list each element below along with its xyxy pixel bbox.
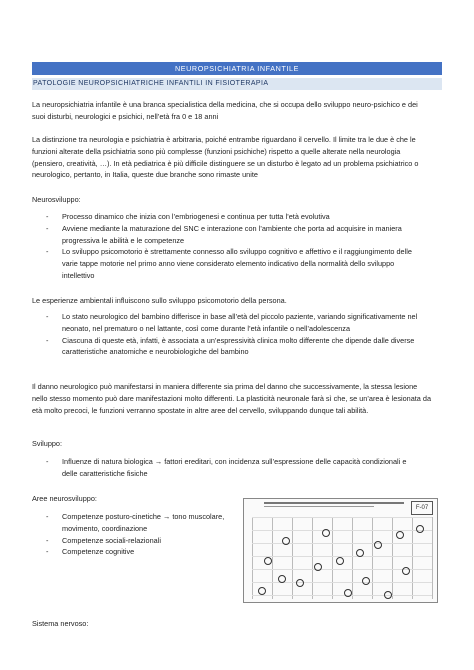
figure-figure-icon: [282, 537, 290, 545]
figure-figure-icon: [314, 563, 322, 571]
figure-figure-icon: [264, 557, 272, 565]
figure-row-line: [252, 595, 432, 596]
damage-paragraph: Il danno neurologico può manifestarsi in maniera differente sia prima del danno che successivamente, la stessa lesione nello stesso momento può dare manifestazioni molto differenti. La plasticità neuronale farà sì che, se un’area è lesionata da età molto precoci, le funzioni verranno spostate in altre aree del cervello, sviluppando dunque tali abilità.: [32, 382, 431, 415]
figure-figure-icon: [396, 531, 404, 539]
list-item: - Competenze sociali-relazionali: [46, 535, 161, 545]
aree-label: Aree neurosviluppo:: [32, 494, 97, 503]
neurosviluppo-list: [46, 211, 422, 282]
distinction-paragraph: La distinzione tra neurologia e psichiatria è arbitraria, poiché entrambe riguardano il cervello. Il limite tra le due è che le funzioni alterate della psichiatria sono più complesse (funzioni psichiche) rispetto a quelle alterate nella neurologia (pensiero, creatività, …). In età pediatrica è più difficile distinguere se un disturbo è legato ad un problema psichiatrico o neurologico, pertanto, in Italia, queste due branche sono rimaste unite: [32, 135, 419, 180]
figure-figure-icon: [356, 549, 364, 557]
neurosviluppo-label: Neurosviluppo:: [32, 195, 81, 204]
list-item: - Processo dinamico che inizia con l’embriogenesi e continua per tutta l’età evolutiva: [46, 212, 330, 221]
list-item: - Competenze cognitive: [46, 547, 135, 557]
section-banner: NEUROPSICHIATRIA INFANTILE: [32, 62, 442, 75]
figure-grid: [252, 517, 432, 599]
list-item: - Avviene mediante la maturazione del SNC e interazione con l’ambiente che porta ad acquisire in maniera progressiva le abilità e le competenze: [46, 223, 402, 245]
list-item: - Competenze posturo-cinetiche → tono muscolare, movimento, coordinazione: [46, 512, 225, 533]
list-item: - Lo sviluppo psicomotorio è strettamente connesso allo sviluppo cognitivo e affettivo e il raggiungimento delle varie tappe motorie nel primo anno viene considerato elemento indicativo della normalità dello sviluppo intellettivo: [46, 247, 412, 280]
intro-paragraph: La neuropsichiatria infantile è una branca specialistica della medicina, che si occupa dello sviluppo neuro-psichico e dei suoi disturbi, neurologici e psichici, nell’età fra 0 e 18 anni: [32, 100, 418, 121]
figure-figure-icon: [278, 575, 286, 583]
sistema-label: Sistema nervoso:: [32, 619, 89, 628]
aree-list: [46, 511, 226, 558]
figure-figure-icon: [362, 577, 370, 585]
figure-subtitle-line: [264, 506, 374, 507]
figure-column-line: [432, 517, 433, 599]
figure-figure-icon: [296, 579, 304, 587]
figure-figure-icon: [374, 541, 382, 549]
figure-figure-icon: [402, 567, 410, 575]
figure-row-line: [252, 517, 432, 518]
figure-row-line: [252, 543, 432, 544]
list-item: - Lo stato neurologico del bambino differisce in base all’età del piccolo paziente, variando significativamente nel neonato, nel prematuro o nel lattante, così come durante l’età infantile o nell’adolescenza: [46, 312, 418, 333]
figure-row-line: [252, 530, 432, 531]
figure-figure-icon: [416, 525, 424, 533]
sviluppo-label: Sviluppo:: [32, 439, 63, 448]
figure-figure-icon: [322, 529, 330, 537]
figure-title-line: [264, 502, 404, 504]
age-list: [46, 311, 422, 358]
list-item: - Influenze di natura biologica → fattori ereditari, con incidenza sull’espressione delle capacità condizionali e delle caratteristiche fisiche: [46, 457, 407, 478]
figure-figure-icon: [336, 557, 344, 565]
list-item: - Ciascuna di queste età, infatti, è associata a un’espressività clinica molto differente che dipende dalle diverse caratteristiche anatomiche e neurobiologiche del bambino: [46, 335, 415, 357]
sviluppo-list: [46, 456, 422, 480]
environment-paragraph: Le esperienze ambientali influiscono sullo sviluppo psicomotorio della persona.: [32, 296, 287, 305]
development-chart-figure: [243, 498, 438, 603]
subsection-heading: PATOLOGIE NEUROPSICHIATRICHE INFANTILI IN FISIOTERAPIA: [32, 78, 442, 90]
figure-figure-icon: [344, 589, 352, 597]
figure-figure-icon: [384, 591, 392, 599]
figure-tag: F-07: [411, 501, 433, 515]
figure-figure-icon: [258, 587, 266, 595]
